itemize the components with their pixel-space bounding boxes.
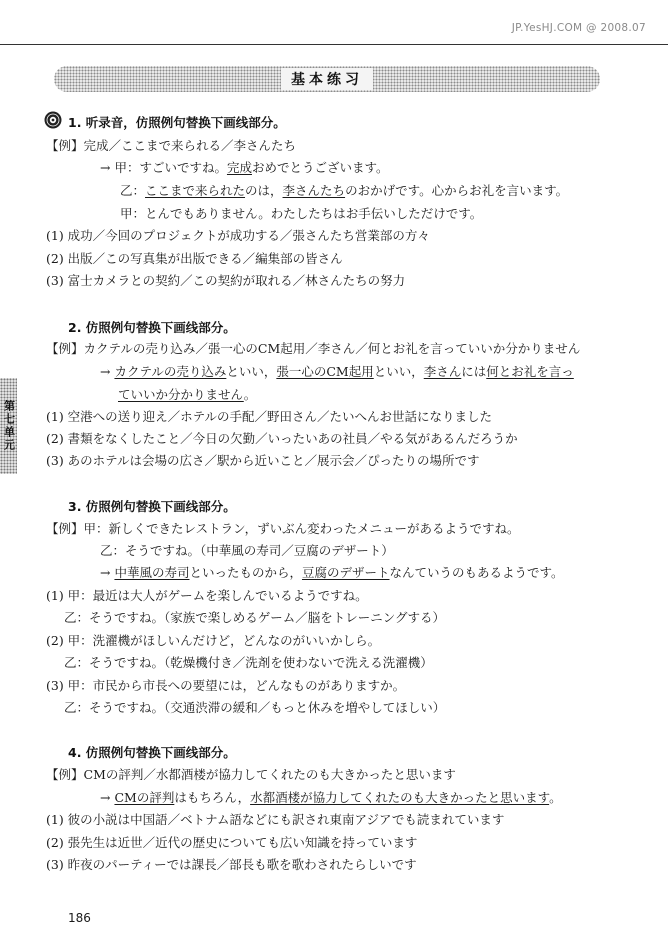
section-3-item: (3) 甲：市民から市長への要望には，どんなものがありますか。 xyxy=(46,678,406,693)
section-1-example-line: 乙：ここまで来られたのは，李さんたちのおかげです。心からお礼を言います。 xyxy=(120,183,569,198)
section-1-example: 【例】完成／ここまで来られる／李さんたち xyxy=(46,138,297,153)
section-4-item: (1) 彼の小説は中国語／ベトナム語などにも訳され東南アジアでも読まれています xyxy=(46,812,505,827)
section-4-title: 4. 仿照例句替换下画线部分。 xyxy=(68,745,236,760)
section-3-item: (1) 甲：最近は大人がゲームを楽しんでいるようですね。 xyxy=(46,588,368,603)
section-3-example-line: 乙：そうですね。（中華風の寿司／豆腐のデザート） xyxy=(100,543,394,558)
section-2-item: (1) 空港への送り迎え／ホテルの手配／野田さん／たいへんお世話になりました xyxy=(46,409,493,424)
section-4-example: 【例】CMの評判／水都酒楼が協力してくれたのも大きかったと思います xyxy=(46,767,456,782)
section-1-example-line: → 甲：すごいですね。完成おめでとうございます。 xyxy=(100,160,389,175)
section-1-item: (1) 成功／今回のプロジェクトが成功する／張さんたち営業部の方々 xyxy=(46,228,430,243)
section-3-example-line: → 中華風の寿司といったものから，豆腐のデザートなんていうのもあるようです。 xyxy=(100,565,564,580)
chapter-side-tab: 第七单元 xyxy=(0,378,17,474)
section-2-example-line: → カクテルの売り込みといい，張一心のCM起用といい，李さんには何とお礼を言っ xyxy=(100,364,574,379)
section-1-title: 1. 听录音，仿照例句替换下画线部分。 xyxy=(68,115,286,130)
page-number: 186 xyxy=(68,911,91,925)
section-2-item: (3) あのホテルは会場の広さ／駅から近いこと／展示会／ぴったりの場所です xyxy=(46,453,480,468)
page-title: 基本练习 xyxy=(281,68,373,90)
site-watermark: JP.YesHJ.COM @ 2008.07 xyxy=(511,22,646,34)
section-2-item: (2) 書類をなくしたこと／今日の欠勤／いったいあの社員／やる気があるんだろうか xyxy=(46,431,518,446)
section-2-example-line: ていいか分かりません。 xyxy=(118,387,257,402)
section-4-item: (2) 張先生は近世／近代の歴史についても広い知識を持っています xyxy=(46,835,418,850)
section-1-example-line: 甲：とんでもありません。わたしたちはお手伝いしただけです。 xyxy=(120,206,483,221)
section-3-item: 乙：そうですね。（乾燥機付き／洗剤を使わないで洗える洗濯機） xyxy=(64,655,433,670)
section-4-item: (3) 昨夜のパーティーでは課長／部長も歌を歌わされたらしいです xyxy=(46,857,417,872)
title-band xyxy=(54,66,600,92)
section-1-item: (3) 富士カメラとの契約／この契約が取れる／林さんたちの努力 xyxy=(46,273,406,288)
section-3-item: 乙：そうですね。（家族で楽しめるゲーム／脳をトレーニングする） xyxy=(64,610,446,625)
section-3-example: 【例】甲：新しくできたレストラン，ずいぶん変わったメニューがあるようですね。 xyxy=(46,521,520,536)
section-4-example-line: → CMの評判はもちろん，水都酒楼が協力してくれたのも大きかったと思います。 xyxy=(100,790,562,805)
cd-audio-icon[interactable] xyxy=(44,111,62,129)
header-rule xyxy=(0,44,668,45)
section-3-title: 3. 仿照例句替换下画线部分。 xyxy=(68,499,236,514)
section-2-title: 2. 仿照例句替换下画线部分。 xyxy=(68,320,236,335)
section-3-item: 乙：そうですね。（交通渋滞の緩和／もっと休みを増やしてほしい） xyxy=(64,700,446,715)
section-1-item: (2) 出版／この写真集が出版できる／編集部の皆さん xyxy=(46,251,343,266)
section-2-example: 【例】カクテルの売り込み／張一心のCM起用／李さん／何とお礼を言っていいか分かりません xyxy=(46,341,581,356)
section-3-item: (2) 甲：洗濯機がほしいんだけど，どんなのがいいかしら。 xyxy=(46,633,381,648)
